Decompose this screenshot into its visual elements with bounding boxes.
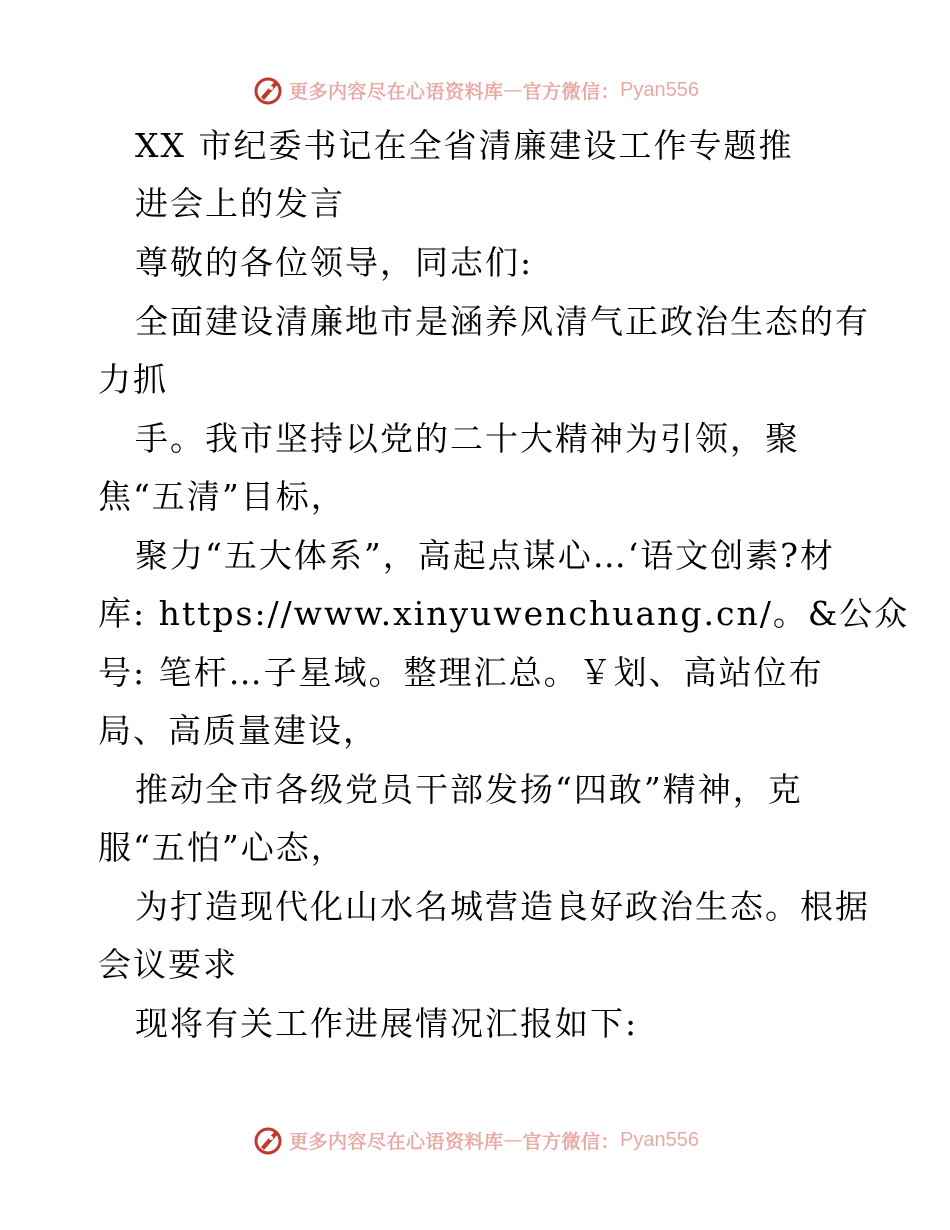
header-watermark-banner [0,70,950,110]
paragraph-line: 聚力“五大体系”，高起点谋心…‘语文创素?材 [135,536,835,575]
banner-separator: — [503,79,523,101]
banner-wechat-label: 官方微信： [522,80,621,103]
banner-wechat-label: 官方微信： [522,1130,621,1153]
banner-wechat-id: Pyan556 [620,1128,699,1151]
paragraph-line: 为打造现代化山水名城营造良好政治生态。根据 [135,887,870,926]
paragraph-line: 推动全市各级党员干部发扬“四敢”精神，克 [135,770,803,809]
document-title-line-1: XX 市纪委书记在全省清廉建设工作专题推 [135,126,794,165]
paragraph-line: 会议要求 [98,945,238,984]
paragraph-line: 焦“五清”目标， [98,477,346,516]
banner-separator: — [503,1129,523,1151]
paragraph-line: 全面建设清廉地市是涵养风清气正政治生态的有 [135,302,870,341]
paragraph-line: 号: 笔杆…子星域。整理汇总。￥划、高站位布 [98,653,824,692]
banner-text: 更多内容尽在心语资料库 [289,80,504,103]
pen-nib-logo-icon [251,73,285,107]
paragraph-line: 库: https://www.xinyuwenchuang.cn/。&公众 [98,594,910,633]
paragraph-line: 现将有关工作进展情况汇报如下: [135,1004,639,1043]
banner-wechat-id: Pyan556 [620,78,699,101]
salutation: 尊敬的各位领导，同志们: [135,243,534,282]
paragraph-line: 手。我市坚持以党的二十大精神为引领，聚 [135,419,800,458]
paragraph-line: 服“五怕”心态， [98,828,346,867]
paragraph-line: 局、高质量建设， [98,711,378,750]
document-title-line-2: 进会上的发言 [135,184,345,223]
pen-nib-logo-icon [251,1123,285,1157]
paragraph-line: 力抓 [98,360,168,399]
footer-watermark-banner [0,1120,950,1160]
banner-text: 更多内容尽在心语资料库 [289,1130,504,1153]
